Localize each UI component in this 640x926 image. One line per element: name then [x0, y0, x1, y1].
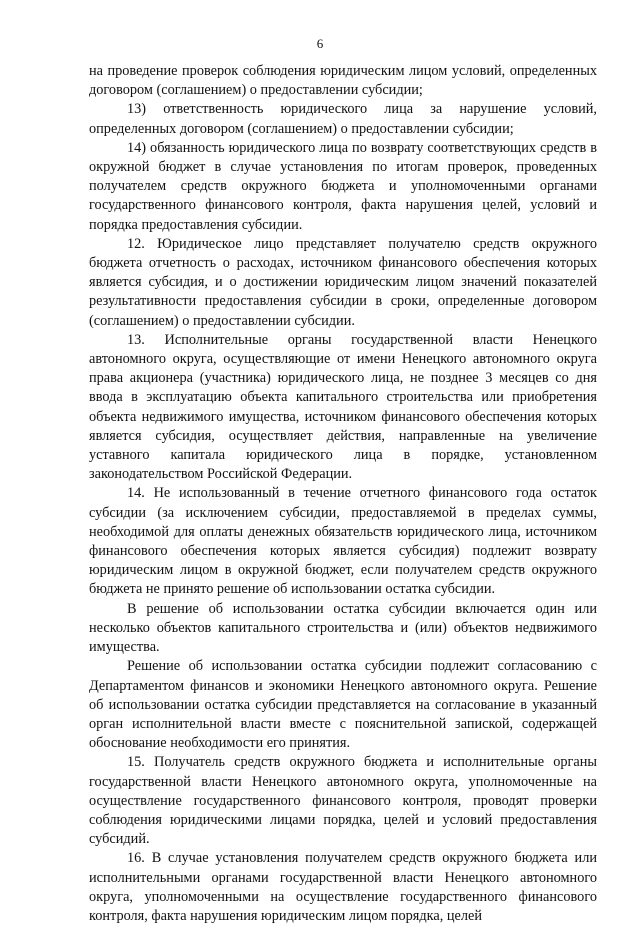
paragraph-balance-decision-objects: В решение об использовании остатка субсидии включается один или несколько объектов капитального строительства и (или) объектов недвижимого имущества.: [89, 600, 597, 656]
document-body: [89, 62, 597, 926]
paragraph-section-14-unused-balance: 14. Не использованный в течение отчетного финансового года остаток субсидии (за исключением субсидии, предоставляемой в пределах суммы, необходимой для оплаты денежных обязательств юридического лица, источником финансового обеспечения которых является субсидия) подлежит возврату юридическим лицом в окружной бюджет, если получателем средств окружного бюджета не принято решение об использовании остатка субсидии.: [89, 485, 597, 598]
page-number: 6: [316, 36, 324, 51]
paragraph-section-13-capital-increase: 13. Исполнительные органы государственной власти Ненецкого автономного округа, осуществляющие от имени Ненецкого автономного округа права акционера (участника) юридического лица, не позднее 3 месяцев со дня ввода в эксплуатацию объекта капитального строительства или приобретения объекта недвижимого имущества, источником финансового обеспечения которых является субсидия, осуществляет действия, направленные на увеличение уставного капитала юридического лица в порядке, установленном законодательством Российской Федерации.: [89, 331, 597, 483]
paragraph-balance-decision-approval: Решение об использовании остатка субсидии подлежит согласованию с Департаментом финансов и экономики Ненецкого автономного округа. Решение об использовании остатка субсидии представляется на согласование в указанный орган исполнительной власти вместе с пояснительной запиской, содержащей обоснование необходимости его принятия.: [89, 658, 597, 752]
paragraph-item-14-refund-obligation: 14) обязанность юридического лица по возврату соответствующих средств в окружной бюджет в случае установления по итогам проверок, проведенных получателем средств окружного бюджета и уполномоченными органами государственного финансового контроля, факта нарушения целей, условий и порядка предоставления субсидии.: [89, 139, 597, 233]
paragraph-continued-item-12: на проведение проверок соблюдения юридическим лицом условий, определенных договором (соглашением) о предоставлении субсидии;: [89, 63, 597, 99]
paragraph-item-13-liability: 13) ответственность юридического лица за нарушение условий, определенных договором (соглашением) о предоставлении субсидии;: [89, 101, 597, 137]
paragraph-section-12-reporting: 12. Юридическое лицо представляет получателю средств окружного бюджета отчетность о расходах, источником финансового обеспечения которых является субсидия, и о достижении юридическим лицом значений показателей результативности предоставления субсидии в сроки, определенные договором (соглашением) о предоставлении субсидии.: [89, 235, 597, 329]
paragraph-section-15-inspections: 15. Получатель средств окружного бюджета и исполнительные органы государственной власти Ненецкого автономного округа, уполномоченные на осуществление государственного финансового контроля, проводят проверки соблюдения юридическими лицами порядка, целей и условий предоставления субсидий.: [89, 754, 597, 848]
paragraph-section-16-violations: 16. В случае установления получателем средств окружного бюджета или исполнительными органами государственной власти Ненецкого автономного округа, уполномоченными на осуществление государственного финансового контроля, факта нарушения юридическим лицом порядка, целей: [89, 850, 597, 924]
